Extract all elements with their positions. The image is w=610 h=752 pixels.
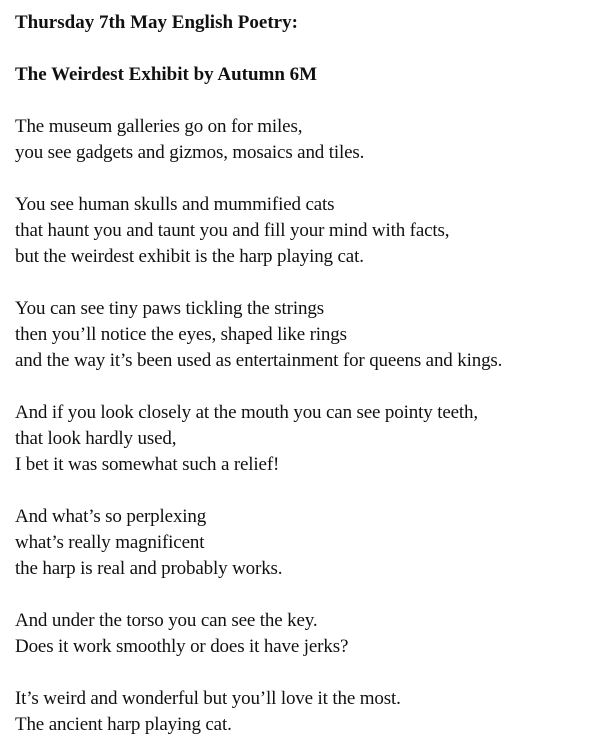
stanza-4 — [15, 400, 610, 478]
poem-line: then you’ll notice the eyes, shaped like rings — [15, 324, 347, 345]
poem-line: Does it work smoothly or does it have jerks? — [15, 636, 349, 657]
poem-line: You see human skulls and mummified cats — [15, 194, 335, 215]
poem-line: the harp is real and probably works. — [15, 558, 283, 579]
stanza-7 — [15, 686, 610, 738]
poem-line: I bet it was somewhat such a relief! — [15, 454, 280, 475]
poem-line: you see gadgets and gizmos, mosaics and tiles. — [15, 142, 365, 163]
poem-line: that haunt you and taunt you and fill your mind with facts, — [15, 220, 450, 241]
stanza-2 — [15, 192, 610, 270]
poem-line: And what’s so perplexing — [15, 506, 207, 527]
poem-line: but the weirdest exhibit is the harp playing cat. — [15, 246, 364, 267]
poem-line: The museum galleries go on for miles, — [15, 116, 303, 137]
poem-line: that look hardly used, — [15, 428, 177, 449]
poem-line: And if you look closely at the mouth you can see pointy teeth, — [15, 402, 478, 423]
stanza-1 — [15, 114, 610, 166]
poem-line: what’s really magnificent — [15, 532, 205, 553]
poem-line: and the way it’s been used as entertainment for queens and kings. — [15, 350, 503, 371]
date-heading: Thursday 7th May English Poetry: — [15, 12, 298, 33]
poem-line: The ancient harp playing cat. — [15, 714, 232, 735]
poem-line: You can see tiny paws tickling the strings — [15, 298, 324, 319]
stanza-5 — [15, 504, 610, 582]
poem-line: And under the torso you can see the key. — [15, 610, 318, 631]
stanza-6 — [15, 608, 610, 660]
stanza-3 — [15, 296, 610, 374]
poem-line: It’s weird and wonderful but you’ll love it the most. — [15, 688, 401, 709]
poem-title: The Weirdest Exhibit by Autumn 6M — [15, 64, 318, 85]
